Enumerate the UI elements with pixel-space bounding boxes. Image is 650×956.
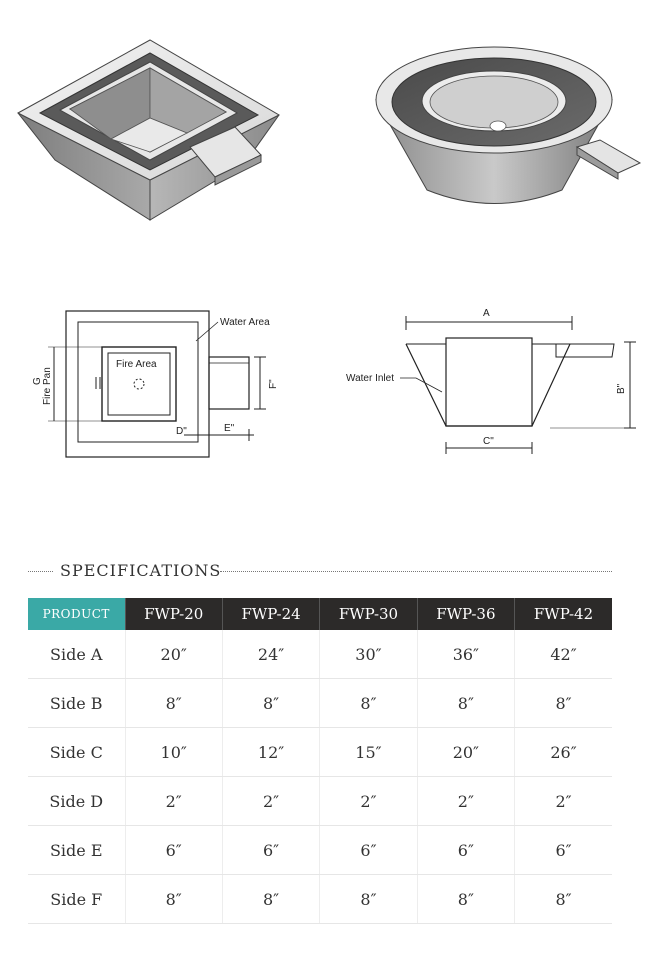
table-cell: 2″	[222, 777, 319, 826]
table-cell: 6″	[515, 826, 612, 875]
header-model: FWP-30	[320, 598, 417, 630]
table-cell: 20″	[125, 630, 222, 679]
fire-pan-label: Fire Pan	[42, 367, 53, 405]
heading-rule-right	[220, 571, 612, 572]
table-cell: 2″	[515, 777, 612, 826]
round-bowl-illustration	[372, 45, 647, 215]
table-row	[28, 777, 612, 826]
d-label: D"	[176, 426, 187, 437]
f-label: F"	[268, 379, 279, 389]
header-model: FWP-36	[417, 598, 514, 630]
table-cell: 6″	[417, 826, 514, 875]
profile-diagram	[342, 302, 642, 467]
table-cell: 20″	[417, 728, 514, 777]
row-label: Side F	[28, 875, 125, 924]
b-label: B"	[616, 383, 627, 394]
row-label: Side B	[28, 679, 125, 728]
row-label: Side D	[28, 777, 125, 826]
table-cell: 8″	[417, 679, 514, 728]
table-cell: 8″	[515, 679, 612, 728]
g-label: G	[32, 377, 43, 385]
specifications-heading	[28, 560, 612, 584]
heading-rule-left	[28, 571, 53, 572]
table-header-row	[28, 598, 612, 630]
table-cell: 26″	[515, 728, 612, 777]
header-model: FWP-24	[222, 598, 319, 630]
table-cell: 10″	[125, 728, 222, 777]
table-cell: 6″	[222, 826, 319, 875]
table-cell: 8″	[222, 679, 319, 728]
table-cell: 2″	[125, 777, 222, 826]
table-row	[28, 728, 612, 777]
a-label: A	[483, 308, 490, 319]
table-cell: 8″	[417, 875, 514, 924]
table-cell: 8″	[320, 679, 417, 728]
table-cell: 8″	[125, 679, 222, 728]
table-cell: 15″	[320, 728, 417, 777]
row-label: Side E	[28, 826, 125, 875]
table-cell: 8″	[515, 875, 612, 924]
table-cell: 42″	[515, 630, 612, 679]
table-cell: 2″	[320, 777, 417, 826]
table-cell: 30″	[320, 630, 417, 679]
table-row	[28, 630, 612, 679]
row-label: Side C	[28, 728, 125, 777]
table-cell: 6″	[125, 826, 222, 875]
water-inlet-label: Water Inlet	[346, 373, 394, 384]
water-area-label: Water Area	[220, 317, 270, 328]
table-cell: 12″	[222, 728, 319, 777]
e-label: E"	[224, 423, 235, 434]
table-cell: 6″	[320, 826, 417, 875]
header-model: FWP-42	[515, 598, 612, 630]
table-row	[28, 826, 612, 875]
table-row	[28, 875, 612, 924]
specifications-table	[28, 598, 612, 924]
table-cell: 8″	[222, 875, 319, 924]
row-label: Side A	[28, 630, 125, 679]
table-cell: 8″	[125, 875, 222, 924]
square-bowl-illustration	[15, 35, 285, 225]
header-product: PRODUCT	[28, 598, 125, 630]
table-cell: 24″	[222, 630, 319, 679]
table-cell: 2″	[417, 777, 514, 826]
header-model: FWP-20	[125, 598, 222, 630]
square-plan-diagram	[34, 305, 294, 465]
table-row	[28, 679, 612, 728]
table-cell: 8″	[320, 875, 417, 924]
specifications-title: SPECIFICATIONS	[60, 561, 222, 580]
table-cell: 36″	[417, 630, 514, 679]
fire-area-label: Fire Area	[116, 359, 157, 370]
c-label: C"	[483, 436, 494, 447]
